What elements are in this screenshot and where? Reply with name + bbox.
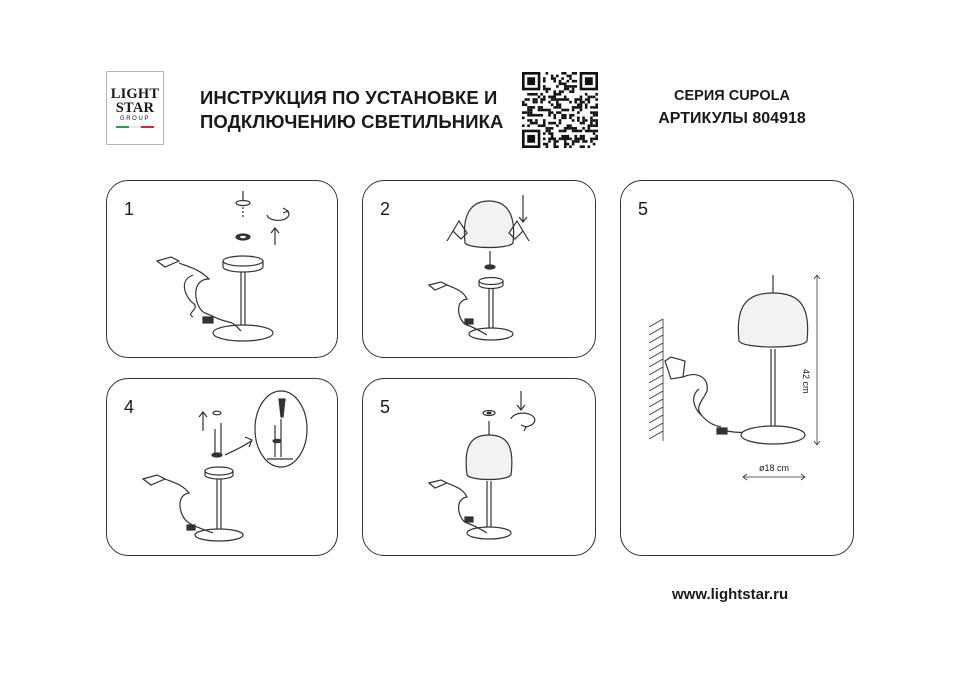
rotate-arrow-icon bbox=[511, 413, 535, 431]
step-number: 4 bbox=[124, 397, 135, 417]
document-title bbox=[200, 86, 504, 133]
italian-flag-stripe bbox=[116, 126, 154, 128]
step-2-panel bbox=[362, 180, 596, 358]
logo-line-3: GROUP bbox=[119, 116, 150, 123]
logo-line-2: STAR bbox=[115, 99, 155, 116]
step-5-final-panel bbox=[620, 180, 854, 556]
title-line-2: ПОДКЛЮЧЕНИЮ СВЕТИЛЬНИКА bbox=[200, 110, 504, 132]
step-1-illustration bbox=[107, 181, 338, 358]
arrow-up-icon bbox=[271, 228, 279, 245]
step-number: 2 bbox=[380, 199, 391, 219]
step-1-panel bbox=[106, 180, 338, 358]
magnifier-detail-icon bbox=[255, 391, 307, 467]
step-number: 5 bbox=[638, 199, 649, 219]
step-5-panel bbox=[362, 378, 596, 556]
series-label: СЕРИЯ CUPOLA bbox=[674, 88, 790, 104]
arrow-down-icon bbox=[517, 391, 525, 410]
step-4-illustration bbox=[107, 379, 338, 556]
qr-code-icon[interactable] bbox=[522, 72, 598, 148]
logo-line-1: LIGHT bbox=[110, 86, 160, 103]
arrow-down-icon bbox=[519, 195, 527, 222]
step-5-illustration bbox=[363, 379, 596, 556]
step-5-final-illustration bbox=[621, 181, 854, 556]
step-number: 1 bbox=[124, 199, 135, 219]
step-number: 5 bbox=[380, 397, 391, 417]
height-dimension: 42 cm bbox=[801, 369, 811, 394]
brand-logo bbox=[106, 71, 164, 145]
product-info bbox=[652, 86, 812, 130]
title-line-1: ИНСТРУКЦИЯ ПО УСТАНОВКЕ И bbox=[200, 87, 498, 108]
step-2-illustration bbox=[363, 181, 596, 358]
arrow-up-icon bbox=[199, 412, 207, 431]
diameter-dimension: ø18 cm bbox=[759, 463, 790, 473]
articles-label: АРТИКУЛЫ 804918 bbox=[658, 110, 806, 128]
curved-arrow-icon bbox=[225, 437, 252, 455]
step-4-panel bbox=[106, 378, 338, 556]
website-link[interactable]: www.lightstar.ru bbox=[672, 586, 789, 603]
